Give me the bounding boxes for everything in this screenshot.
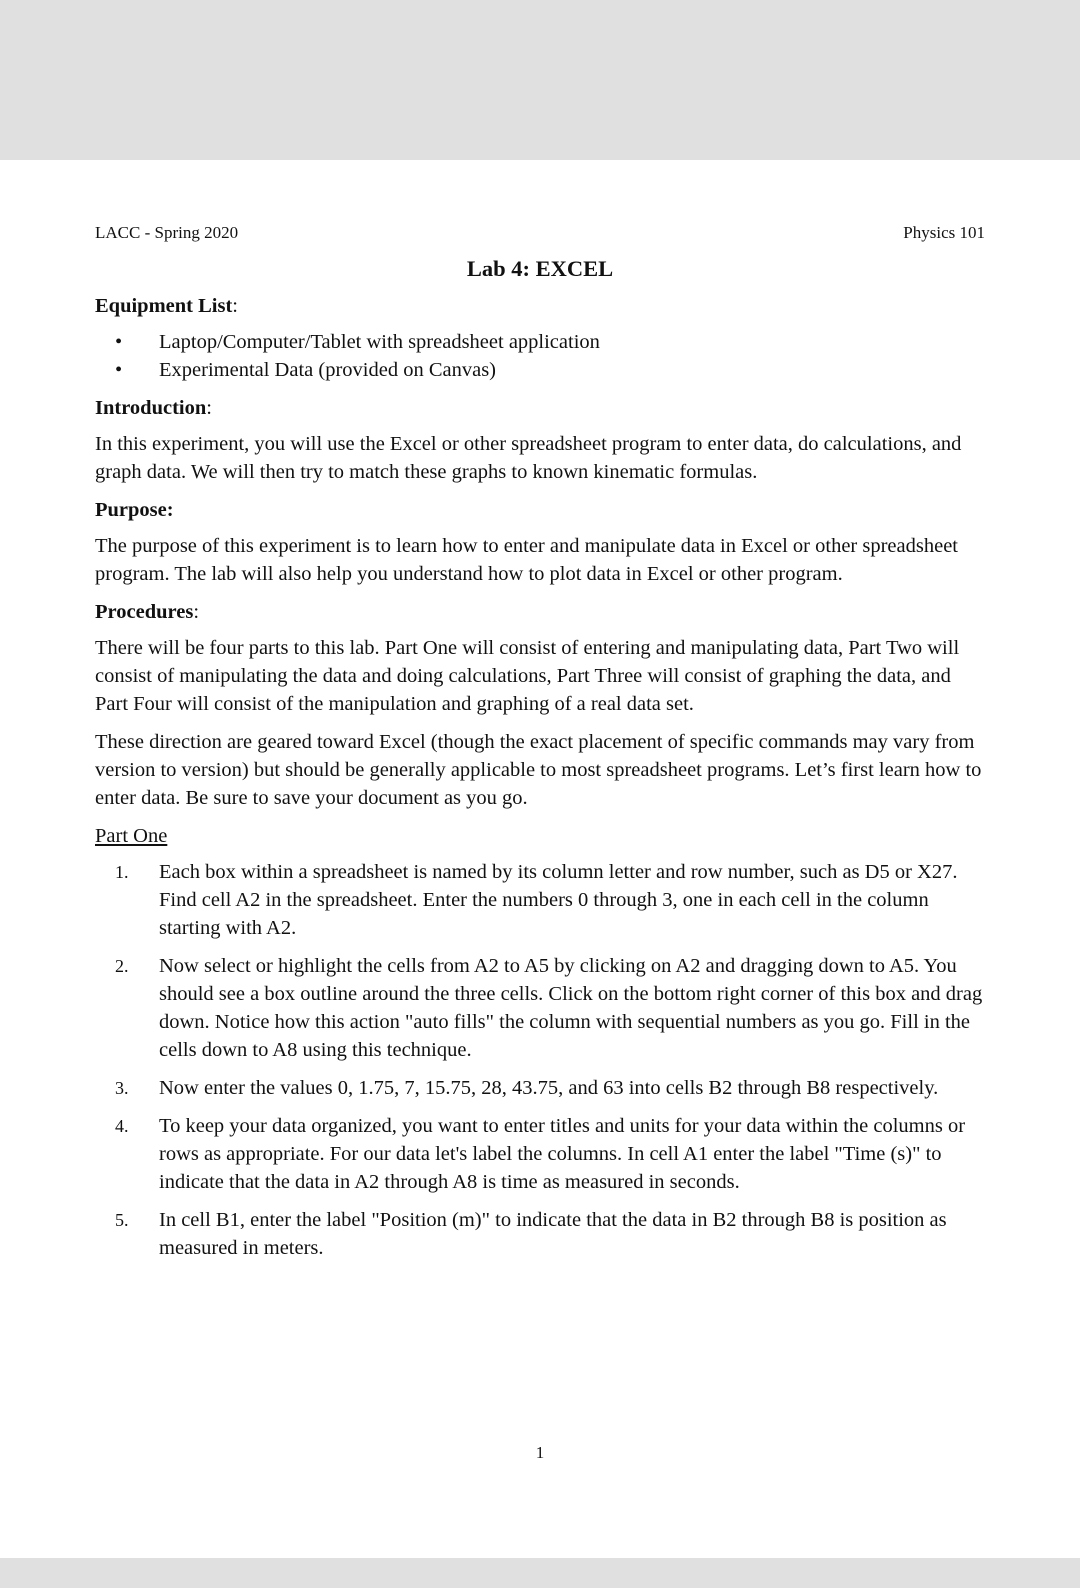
list-item (95, 1074, 985, 1102)
header-course: LACC - Spring 2020 (95, 223, 239, 242)
step-number: 4. (115, 1116, 129, 1136)
procedures-heading (95, 598, 985, 626)
purpose-heading-label: Purpose: (95, 499, 174, 521)
step-text: In cell B1, enter the label "Position (m)" to indicate that the data in B2 through B8 is position as measured in meters. (159, 1209, 947, 1259)
step-text: To keep your data organized, you want to enter titles and units for your data within the columns or rows as appropriate. For our data let's label the columns. In cell A1 enter the label "Time (s)" to indicate that the data in A2 through A8 is time as measured in seconds. (159, 1115, 966, 1193)
bullet-icon: • (115, 359, 123, 381)
part-one-steps (95, 858, 985, 1262)
list-item (95, 1112, 985, 1196)
equipment-item-text: Experimental Data (provided on Canvas) (159, 359, 496, 381)
page-number: 1 (535, 1443, 545, 1462)
step-number: 3. (115, 1078, 129, 1098)
introduction-heading-colon: : (206, 397, 212, 419)
step-text: Now enter the values 0, 1.75, 7, 15.75, 28, 43.75, and 63 into cells B2 through B8 respectively. (159, 1077, 939, 1099)
header-subject: Physics 101 (903, 223, 985, 242)
introduction-heading-label: Introduction (95, 397, 207, 419)
purpose-text: The purpose of this experiment is to learn how to enter and manipulate data in Excel or other spreadsheet program. The lab will also help you understand how to plot data in Excel or other program. (95, 535, 958, 585)
introduction-heading (95, 394, 985, 422)
step-number: 2. (115, 956, 129, 976)
page-content (95, 222, 985, 1272)
procedures-paragraph: These direction are geared toward Excel (though the exact placement of specific commands may vary from version to version) but should be generally applicable to most spreadsheet programs. Let’s first learn how to enter data. Be sure to save your document as you go. (95, 731, 982, 809)
step-text: Now select or highlight the cells from A2 to A5 by clicking on A2 and dragging down to A5. You should see a box outline around the three cells. Click on the bottom right corner of this box and drag down. Notice how this action "auto fills" the column with sequential numbers as you go. Fill in the cells down to A8 using this technique. (159, 955, 983, 1061)
step-number: 5. (115, 1210, 129, 1230)
equipment-item-text: Laptop/Computer/Tablet with spreadsheet application (159, 331, 600, 353)
equipment-list (95, 328, 985, 384)
step-text: Each box within a spreadsheet is named by its column letter and row number, such as D5 or X27. Find cell A2 in the spreadsheet. Enter the numbers 0 through 3, one in each cell in the column starting with A2. (159, 861, 958, 939)
procedures-heading-colon: : (193, 601, 200, 623)
list-item (95, 952, 985, 1064)
page-header (95, 222, 985, 244)
step-number: 1. (115, 862, 129, 882)
procedures-heading-label: Procedures (95, 601, 194, 623)
list-item (95, 858, 985, 942)
document-title: Lab 4: EXCEL (466, 256, 614, 281)
equipment-heading-label: Equipment List (95, 295, 233, 317)
list-item (95, 356, 985, 384)
list-item (95, 328, 985, 356)
equipment-heading-colon: : (232, 295, 238, 317)
document-page (0, 160, 1080, 1558)
equipment-heading (95, 292, 985, 320)
list-item (95, 1206, 985, 1262)
part-one-title: Part One (95, 825, 168, 847)
procedures-paragraph: There will be four parts to this lab. Part One will consist of entering and manipulating data, Part Two will consist of manipulating the data and doing calculations, Part Three will consist of graphing the data, and Part Four will consist of the manipulation and graphing of a real data set. (95, 637, 960, 715)
purpose-heading (95, 496, 985, 524)
bullet-icon: • (115, 331, 123, 353)
introduction-text: In this experiment, you will use the Excel or other spreadsheet program to enter data, do calculations, and graph data. We will then try to match these graphs to known kinematic formulas. (95, 433, 962, 483)
